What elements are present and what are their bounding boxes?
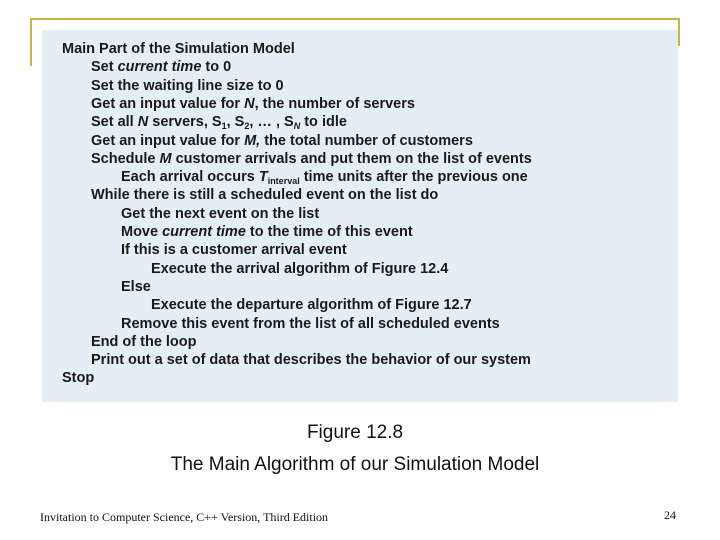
- algorithm-text: , S: [226, 114, 245, 131]
- algorithm-text: to 0: [201, 59, 232, 76]
- algorithm-text: Print out a set of data that describes the behavior of our system: [91, 352, 531, 369]
- algorithm-text: Stop: [62, 370, 95, 387]
- algorithm-line: [62, 369, 94, 387]
- algorithm-text: N: [137, 114, 149, 131]
- algorithm-text: servers, S: [148, 114, 222, 131]
- algorithm-text: 2: [244, 121, 250, 132]
- algorithm-line: [121, 223, 413, 241]
- algorithm-text: 1: [221, 121, 227, 132]
- algorithm-text: Set the waiting line size to 0: [91, 77, 284, 94]
- figure-title: The Main Algorithm of our Simulation Model: [170, 454, 540, 475]
- algorithm-figure: [42, 30, 678, 402]
- algorithm-text: Schedule: [91, 150, 160, 167]
- algorithm-text: Main Part of the Simulation Model: [62, 41, 295, 57]
- figure-number: Figure 12.8: [306, 422, 404, 443]
- algorithm-line: [91, 77, 284, 95]
- algorithm-line: [62, 40, 295, 58]
- algorithm-line: [121, 205, 319, 223]
- algorithm-line: [91, 351, 531, 369]
- algorithm-text: N: [244, 95, 255, 112]
- algorithm-text: , … , S: [249, 114, 294, 131]
- algorithm-text: T: [258, 169, 268, 186]
- algorithm-text: N: [293, 121, 301, 132]
- algorithm-line: [121, 315, 500, 333]
- algorithm-text: Move: [121, 224, 163, 240]
- frame-left-line: [30, 18, 32, 66]
- algorithm-text: Execute the departure algorithm of Figure 12.7: [151, 297, 472, 314]
- algorithm-text: Get an input value for: [91, 132, 245, 149]
- algorithm-line: [91, 150, 532, 168]
- algorithm-text: Remove this event from the list of all scheduled events: [121, 315, 500, 332]
- algorithm-line: [121, 278, 151, 296]
- algorithm-text: Else: [121, 278, 151, 295]
- algorithm-text: Get the next event on the list: [121, 205, 320, 222]
- algorithm-text: Set: [91, 59, 118, 76]
- algorithm-text: While there is still a scheduled event on the list do: [91, 187, 439, 204]
- algorithm-line: [91, 186, 438, 204]
- algorithm-line: [91, 58, 231, 76]
- frame-right-line: [678, 18, 680, 46]
- algorithm-line: [91, 132, 473, 150]
- frame-top-line: [30, 18, 680, 20]
- algorithm-text: , the number of servers: [254, 95, 415, 112]
- algorithm-text: time units after the previous one: [299, 169, 528, 186]
- algorithm-text: current time: [162, 224, 246, 240]
- page-number: 24: [664, 508, 676, 522]
- algorithm-text: Each arrival occurs: [121, 169, 259, 186]
- algorithm-text: If this is a customer arrival event: [121, 242, 347, 259]
- algorithm-text: to idle: [300, 114, 347, 131]
- algorithm-line: [91, 95, 415, 113]
- algorithm-line: [151, 296, 472, 314]
- algorithm-text: Set all: [91, 114, 138, 131]
- algorithm-text: M,: [244, 132, 261, 149]
- algorithm-line: [91, 333, 197, 351]
- algorithm-text: M: [159, 150, 172, 167]
- algorithm-line: [151, 260, 448, 278]
- algorithm-text: Execute the arrival algorithm of Figure 12.4: [151, 260, 449, 277]
- algorithm-text: End of the loop: [91, 333, 197, 350]
- algorithm-text: Get an input value for: [91, 95, 245, 112]
- algorithm-text: current time: [117, 59, 202, 76]
- algorithm-text: to the time of this event: [245, 224, 413, 240]
- algorithm-text: customer arrivals and put them on the list of events: [171, 150, 532, 167]
- algorithm-line: [121, 241, 347, 259]
- algorithm-text: interval: [267, 176, 300, 187]
- algorithm-text: the total number of customers: [260, 132, 473, 149]
- book-title: Invitation to Computer Science, C++ Version, Third Edition: [40, 510, 329, 524]
